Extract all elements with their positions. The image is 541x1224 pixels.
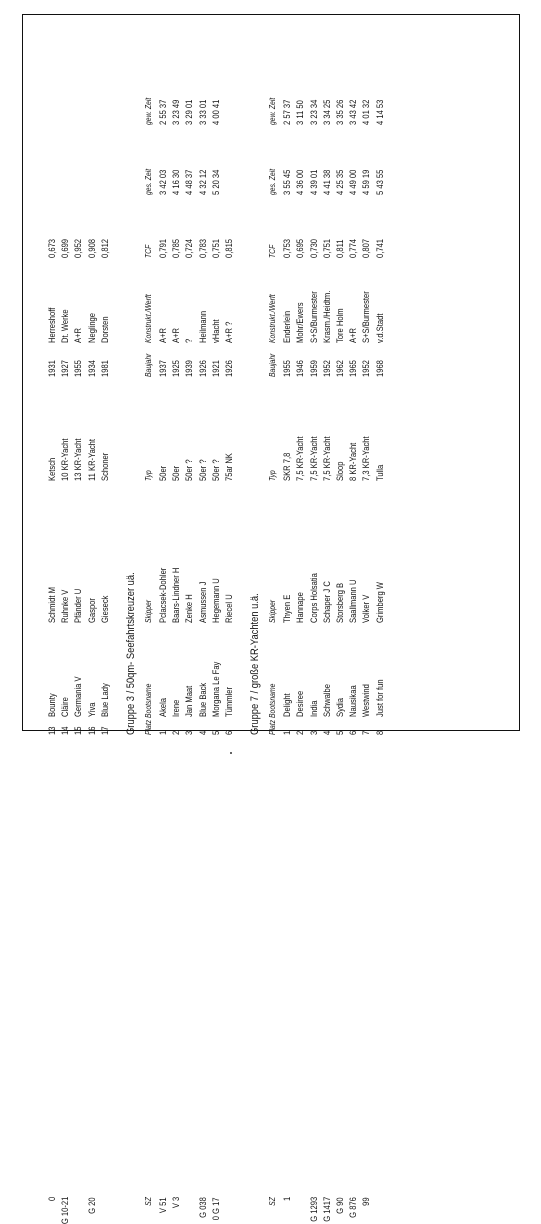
header-place-boat: Platz Bootsname	[143, 683, 153, 735]
header-skipper: Skipper	[143, 599, 153, 623]
skipper: Schmidt M	[47, 587, 58, 623]
designer-yard: S+S/Burmester	[361, 291, 373, 343]
boat-name: Just for fun	[374, 679, 386, 717]
tcf: 0,730	[308, 238, 320, 258]
place: 15	[73, 726, 85, 735]
boat-name: Blue Lady	[99, 683, 111, 717]
place: 1	[158, 730, 169, 735]
place: 6	[224, 730, 235, 735]
total-time: 4 16 30	[171, 169, 183, 195]
designer-yard: Dt. Werke	[60, 309, 72, 343]
sail-number: 99	[361, 1197, 373, 1206]
sail-number: G 90	[335, 1197, 346, 1214]
total-time: 4 25 35	[335, 169, 346, 195]
skipper: Grimberg W	[374, 582, 386, 623]
designer-yard: vHacht	[210, 319, 222, 343]
tcf: 0,753	[282, 238, 294, 258]
tcf: 0,751	[321, 238, 333, 258]
total-time: 4 41 38	[321, 169, 333, 195]
tcf: 0,673	[47, 238, 58, 258]
corrected-time: 3 33 01	[197, 99, 209, 125]
designer-yard: Mohr/Ewers	[295, 302, 307, 343]
designer-yard: Tore Holm	[335, 308, 346, 343]
boat-name: Sydia	[335, 697, 346, 717]
type: 50er	[171, 465, 183, 481]
build-year: 1926	[197, 360, 209, 377]
build-year: 1952	[321, 360, 333, 377]
corrected-time: 3 29 01	[184, 99, 196, 125]
skipper: Gaspor	[86, 598, 98, 623]
type: 7,3 KR-Yacht	[361, 436, 373, 481]
tcf: 0,812	[99, 238, 111, 258]
type: Sloop	[335, 461, 346, 481]
boat-name: Germania V	[73, 676, 85, 717]
total-time: 4 36 00	[295, 169, 307, 195]
build-year: 1946	[295, 360, 307, 377]
tcf: 0,908	[86, 238, 98, 258]
designer-yard: Enderlein	[282, 310, 294, 343]
skipper: Gieseck	[99, 595, 111, 623]
tcf: 0,695	[295, 238, 307, 258]
header-sz: SZ	[143, 1197, 153, 1206]
skipper: Corps Holsatia	[308, 573, 320, 623]
type: 50er	[158, 465, 169, 481]
type: 50er ?	[184, 459, 196, 481]
place: 7	[361, 730, 373, 735]
boat-name: Akela	[158, 697, 169, 717]
header-tcf: TCF	[143, 244, 153, 258]
corrected-time: 4 00 41	[210, 99, 222, 125]
boat-name: Westwind	[361, 684, 373, 717]
build-year: 1925	[171, 360, 183, 377]
boat-name: Schwalbe	[321, 684, 333, 717]
sail-number: G 038	[197, 1197, 209, 1218]
skipper: Hegemann U	[210, 578, 222, 623]
sail-number: 1	[282, 1197, 294, 1202]
sail-number: G 1417	[321, 1197, 333, 1222]
build-year: 1965	[348, 360, 360, 377]
type: 8 KR-Yacht	[348, 442, 360, 481]
build-year: 1931	[47, 360, 58, 377]
build-year: 1955	[282, 360, 294, 377]
tcf: 0,774	[348, 238, 360, 258]
total-time: 3 42 03	[158, 169, 169, 195]
header-designer: Konstrukt./Werft	[267, 294, 278, 343]
total-time: 3 55 45	[282, 169, 294, 195]
skipper: Pfänder U	[73, 588, 85, 623]
total-time: 4 32 12	[197, 169, 209, 195]
place: 4	[321, 730, 333, 735]
group-title: Gruppe 3 / 50qm- Seefahrtskreuzer uä.	[125, 572, 137, 735]
tcf: 0,751	[210, 238, 222, 258]
header-year: Baujahr	[143, 353, 153, 377]
total-time: 4 39 01	[308, 169, 320, 195]
designer-yard: A+R	[73, 328, 85, 343]
designer-yard: Krasm./Heidtm.	[321, 290, 333, 343]
tcf: 0,783	[197, 238, 209, 258]
boat-name: Cläire	[60, 697, 72, 717]
type: 75ar NK	[224, 453, 235, 481]
boat-name: Morgana Le Fay	[210, 661, 222, 717]
boat-name: Tümmler	[224, 687, 235, 717]
place: 13	[47, 726, 58, 735]
place: 4	[197, 730, 209, 735]
corrected-time: 2 55 37	[158, 99, 169, 125]
tcf: 0,807	[361, 238, 373, 258]
place: 2	[295, 730, 307, 735]
header-year: Baujahr	[267, 353, 278, 377]
sail-number: 0 G 17	[210, 1197, 222, 1220]
total-time: 5 43 55	[374, 169, 386, 195]
corrected-time: 3 43 42	[348, 99, 360, 125]
scan-speck	[230, 752, 232, 754]
total-time: 4 59 19	[361, 169, 373, 195]
place: 6	[348, 730, 360, 735]
skipper: Storsberg B	[335, 582, 346, 623]
skipper: Saallmann U	[348, 579, 360, 623]
header-type: Typ	[143, 470, 153, 481]
place: 2	[171, 730, 183, 735]
skipper: Riecel U	[224, 594, 235, 623]
type: Schoner	[99, 452, 111, 481]
place: 16	[86, 726, 98, 735]
place: 17	[99, 726, 111, 735]
type: 50er ?	[210, 459, 222, 481]
type: SKR 7,8	[282, 452, 294, 481]
tcf: 0,952	[73, 238, 85, 258]
sail-number: G 20	[86, 1197, 98, 1214]
corrected-time: 2 57 37	[282, 99, 294, 125]
skipper: Asmussen J	[197, 581, 209, 623]
designer-yard: A+R	[158, 328, 169, 343]
designer-yard: ?	[184, 338, 196, 343]
rotated-results-table	[42, 35, 522, 1224]
build-year: 1937	[158, 360, 169, 377]
skipper: Zenke H	[184, 594, 196, 623]
sail-number: G 1293	[308, 1197, 320, 1222]
designer-yard: A+R	[348, 328, 360, 343]
designer-yard: A+R ?	[224, 321, 235, 343]
tcf: 0,815	[224, 238, 235, 258]
place: 5	[210, 730, 222, 735]
boat-name: Jan Maat	[184, 685, 196, 717]
build-year: 1962	[335, 360, 346, 377]
type: Tulla	[374, 464, 386, 481]
place: 5	[335, 730, 346, 735]
type: 7,5 KR-Yacht	[308, 436, 320, 481]
build-year: 1959	[308, 360, 320, 377]
place: 14	[60, 726, 72, 735]
header-type: Typ	[267, 470, 278, 481]
boat-name: Blue Back	[197, 682, 209, 717]
corrected-time: 3 23 34	[308, 99, 320, 125]
designer-yard: Heilmann	[197, 310, 209, 343]
build-year: 1955	[73, 360, 85, 377]
total-time: 4 48 37	[184, 169, 196, 195]
header-corrected: gew. Zeit	[143, 97, 153, 125]
build-year: 1939	[184, 360, 196, 377]
skipper: Hannape	[295, 592, 307, 623]
designer-yard: Herreshoff	[47, 307, 58, 343]
designer-yard: A+R	[171, 328, 183, 343]
boat-name: Irene	[171, 699, 183, 717]
corrected-time: 3 23 49	[171, 99, 183, 125]
build-year: 1952	[361, 360, 373, 377]
designer-yard: Dorsten	[99, 316, 111, 343]
header-elapsed: ges. Zeit	[143, 168, 153, 195]
sail-number: G 876	[348, 1197, 360, 1218]
sail-number: 0	[47, 1197, 58, 1202]
build-year: 1968	[374, 360, 386, 377]
type: 50er ?	[197, 459, 209, 481]
skipper: Baars-Lindner H	[171, 567, 183, 623]
tcf: 0,699	[60, 238, 72, 258]
boat-name: Bounty	[47, 693, 58, 717]
place: 3	[308, 730, 320, 735]
build-year: 1927	[60, 360, 72, 377]
corrected-time: 4 14 53	[374, 99, 386, 125]
skipper: Ruhnke V	[60, 589, 72, 623]
boat-name: Delight	[282, 693, 294, 717]
type: 13 KR-Yacht	[73, 438, 85, 481]
designer-yard: S+S/Burmester	[308, 291, 320, 343]
skipper: Pclacsek-Dohler	[158, 567, 169, 623]
corrected-time: 4 01 32	[361, 99, 373, 125]
total-time: 4 49 00	[348, 169, 360, 195]
header-elapsed: ges. Zeit	[267, 168, 278, 195]
type: 10 KR-Yacht	[60, 438, 72, 481]
header-place-boat: Platz Bootsname	[267, 683, 278, 735]
skipper: Volker V	[361, 594, 373, 623]
type: Ketsch	[47, 457, 58, 481]
boat-name: Nausikaa	[348, 685, 360, 717]
header-skipper: Skipper	[267, 599, 278, 623]
sail-number: G 10-21	[60, 1197, 72, 1224]
boat-name: Desiree	[295, 690, 307, 717]
header-sz: SZ	[267, 1197, 278, 1206]
tcf: 0,785	[171, 238, 183, 258]
build-year: 1981	[99, 360, 111, 377]
header-corrected: gew. Zeit	[267, 97, 278, 125]
group-title: Gruppe 7 / große KR-Yachten u.ä.	[249, 593, 262, 735]
boat-name: India	[308, 700, 320, 717]
tcf: 0,791	[158, 238, 169, 258]
skipper: Schaper J C	[321, 581, 333, 623]
designer-yard: Neglinge	[86, 313, 98, 343]
type: 7,5 KR-Yacht	[321, 436, 333, 481]
total-time: 5 20 34	[210, 169, 222, 195]
build-year: 1934	[86, 360, 98, 377]
skipper: Thyen E	[282, 594, 294, 623]
header-tcf: TCF	[267, 244, 278, 258]
designer-yard: v.d.Stadt	[374, 313, 386, 343]
corrected-time: 3 35 26	[335, 99, 346, 125]
tcf: 0,811	[335, 239, 346, 258]
place: 3	[184, 730, 196, 735]
type: 11 KR-Yacht	[86, 439, 98, 481]
type: 7,5 KR-Yacht	[295, 436, 307, 481]
sail-number: V 3	[171, 1197, 183, 1209]
place: 8	[374, 730, 386, 735]
build-year: 1926	[224, 360, 235, 377]
boat-name: Yiva	[86, 702, 98, 717]
header-designer: Konstrukt./Werft	[143, 294, 153, 343]
corrected-time: 3 11 50	[295, 100, 307, 125]
sail-number: V 51	[158, 1197, 169, 1213]
corrected-time: 3 34 25	[321, 99, 333, 125]
place: 1	[282, 730, 294, 735]
tcf: 0,741	[374, 238, 386, 258]
build-year: 1921	[210, 360, 222, 377]
tcf: 0,724	[184, 238, 196, 258]
